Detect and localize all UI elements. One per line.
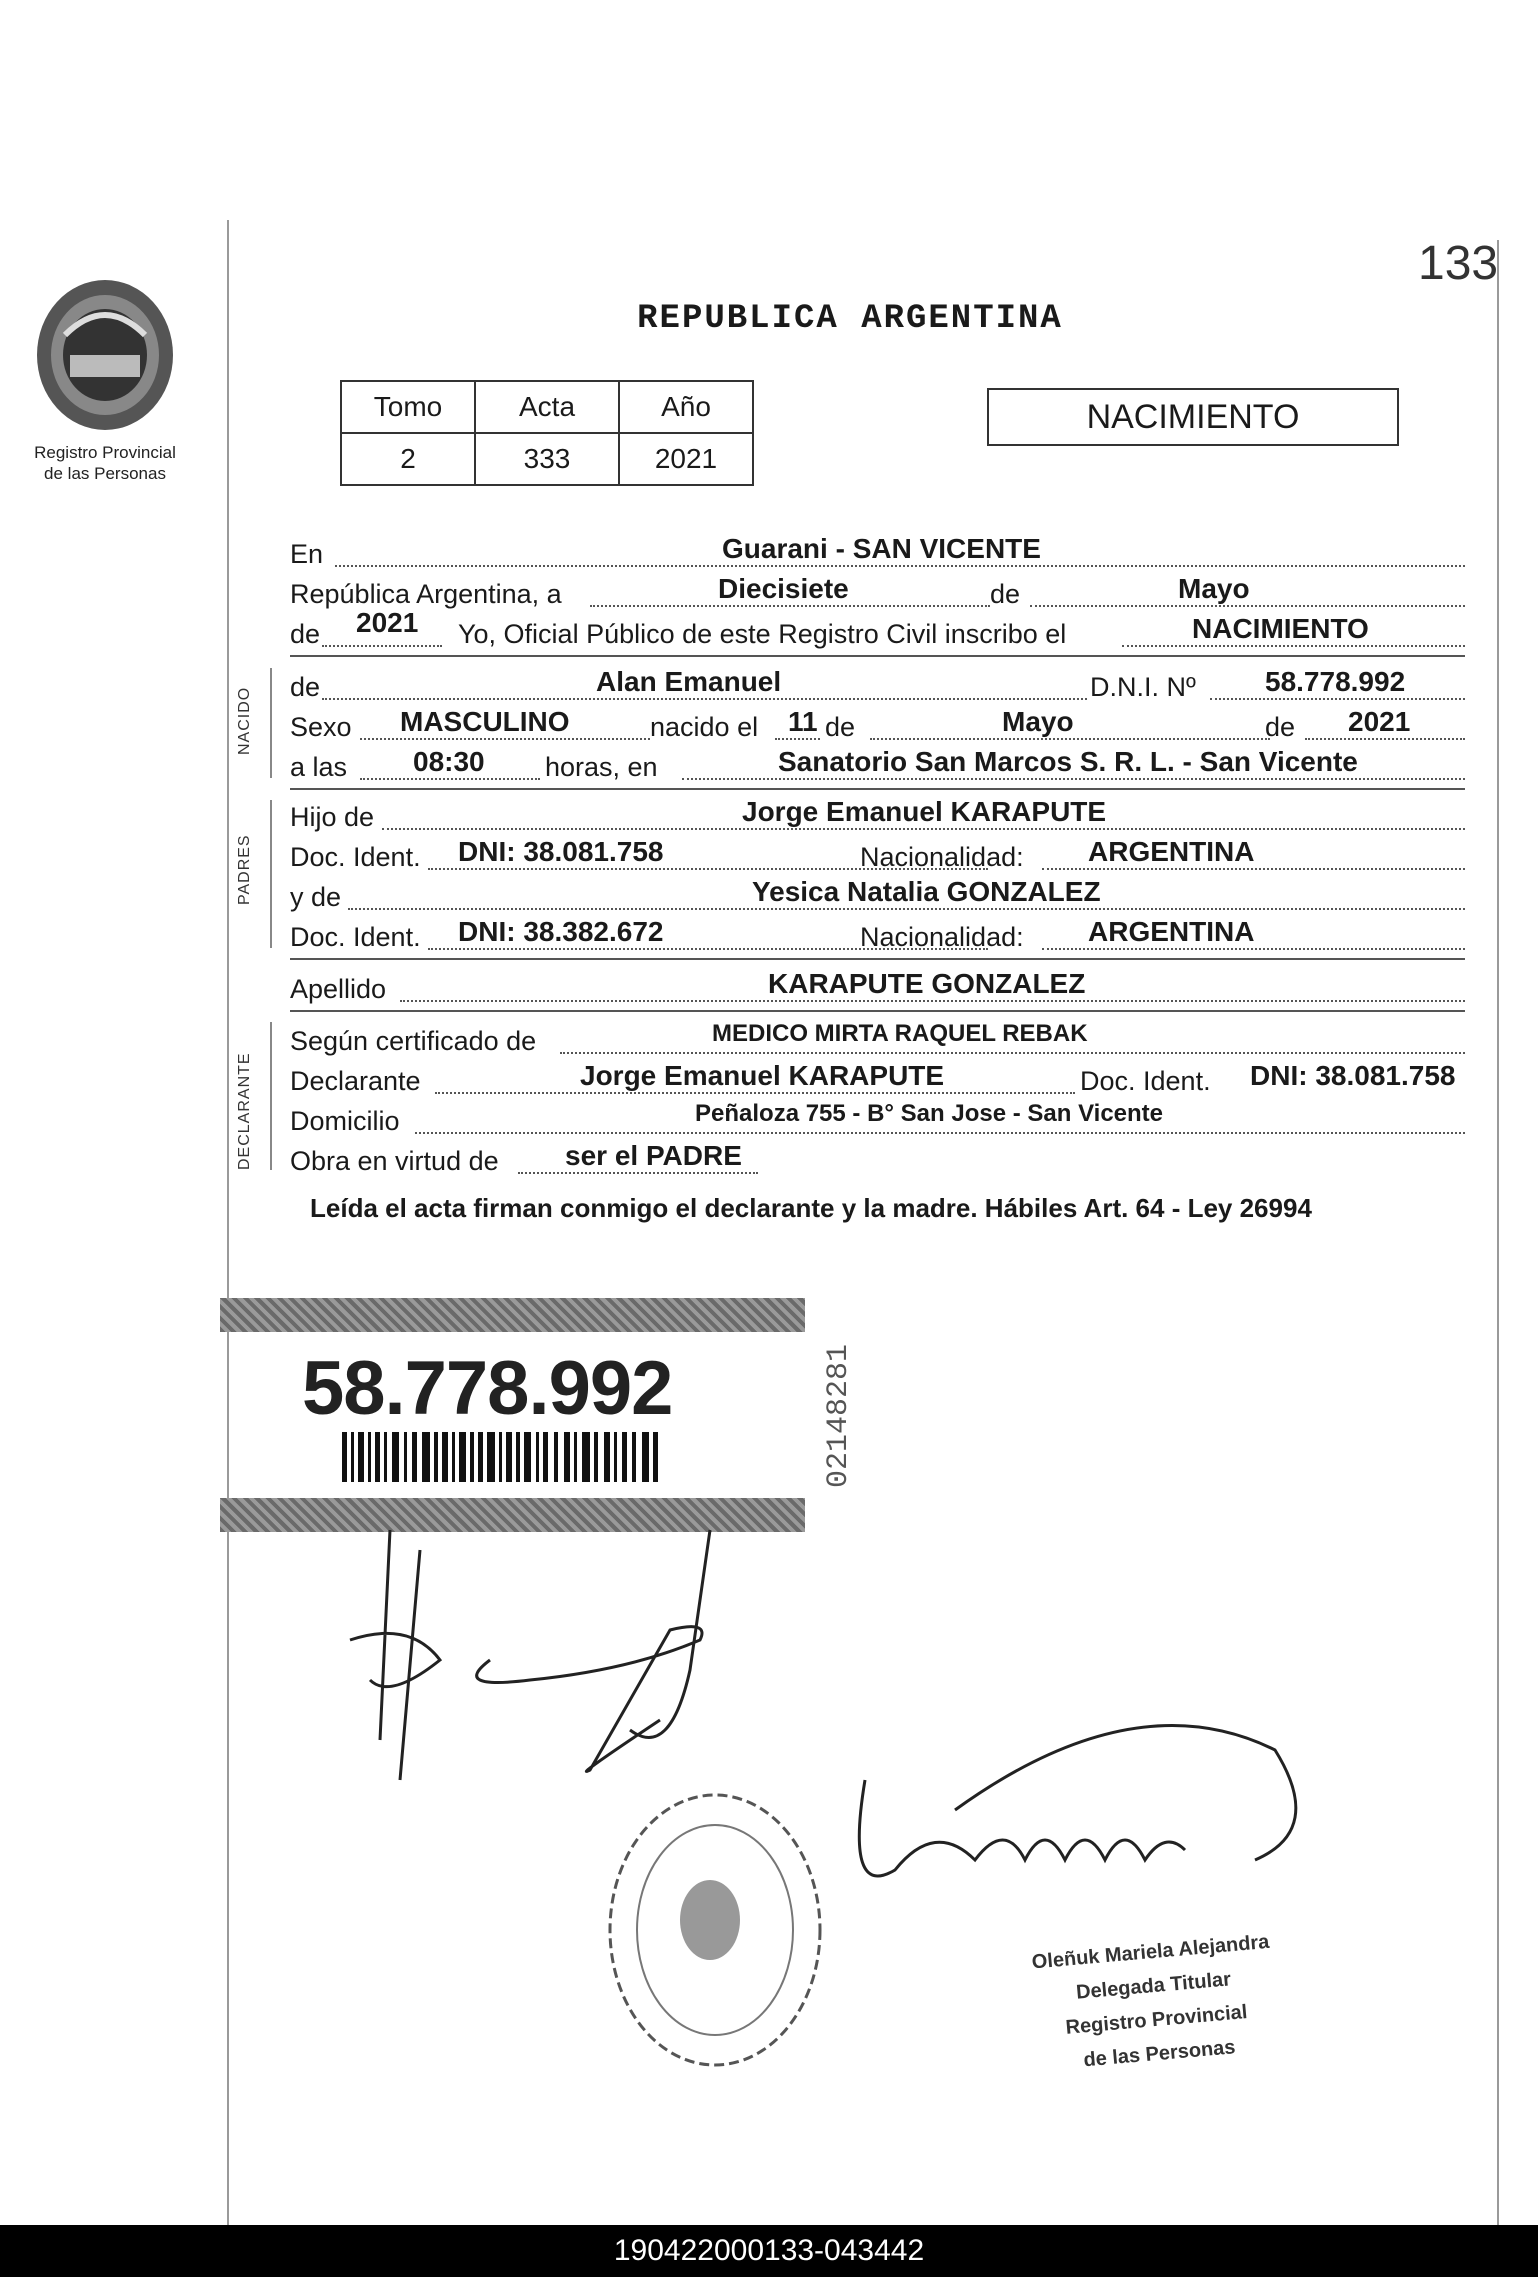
- official-signature: [835, 1700, 1335, 1960]
- value-nac1: ARGENTINA: [1088, 836, 1255, 867]
- label-nacido: nacido el: [650, 712, 759, 742]
- row-doc1: [290, 838, 1465, 874]
- value-doc2: DNI: 38.382.672: [458, 916, 664, 947]
- value-nac-month: Mayo: [1002, 706, 1074, 737]
- footer-code: 190422000133-043442: [0, 2225, 1538, 2277]
- value-doc3: DNI: 38.081.758: [1250, 1060, 1456, 1091]
- province-seal-logo: [30, 275, 180, 435]
- section-nacido: NACIDO: [236, 686, 253, 755]
- label-nac-de: de: [825, 712, 856, 742]
- official-stamp-text: Oleñuk Mariela Alejandra Delegada Titular Registro Provincial de las Personas: [1030, 1930, 1271, 2072]
- label-nombre: de: [290, 672, 321, 702]
- row-declarante: [290, 1062, 1465, 1098]
- sticker-serial: 02148281: [822, 1343, 856, 1488]
- row-hora: [290, 748, 1465, 784]
- row-sexo: [290, 708, 1465, 744]
- value-anio: 2021: [619, 433, 753, 485]
- closing-note: Leída el acta firman conmigo el declarante y la madre. Hábiles Art. 64 - Ley 26994: [310, 1193, 1312, 1223]
- label-declarante: Declarante: [290, 1066, 421, 1096]
- row-doc2: [290, 918, 1465, 954]
- label-domicilio: Domicilio: [290, 1106, 400, 1136]
- value-tomo: 2: [341, 433, 475, 485]
- value-cert: MEDICO MIRTA RAQUEL REBAK: [712, 1020, 1088, 1047]
- sticker-band-top: [220, 1298, 805, 1332]
- value-domicilio: Peñaloza 755 - B° San Jose - San Vicente: [695, 1100, 1164, 1127]
- row-madre: [290, 878, 1465, 914]
- label-apellido: Apellido: [290, 974, 387, 1004]
- section-padres: PADRES: [236, 834, 253, 905]
- logo-caption: Registro Provincial de las Personas: [34, 443, 176, 483]
- value-madre: Yesica Natalia GONZALEZ: [752, 876, 1101, 907]
- declarant-signature: [330, 1520, 750, 1820]
- header-acta: Acta: [475, 381, 619, 433]
- value-obra: ser el PADRE: [565, 1140, 742, 1171]
- sticker-dni-number: 58.778.992: [302, 1346, 673, 1431]
- label-doc1: Doc. Ident.: [290, 842, 421, 872]
- label-oficial: Yo, Oficial Público de este Registro Civil inscribo el: [458, 619, 1067, 649]
- value-padre: Jorge Emanuel KARAPUTE: [742, 796, 1107, 827]
- section-declarante: DECLARANTE: [236, 1052, 253, 1170]
- row-nombre: [290, 668, 1465, 704]
- label-doc2: Doc. Ident.: [290, 922, 421, 952]
- registry-table: [340, 380, 754, 486]
- value-acta: 333: [475, 433, 619, 485]
- value-apellido: KARAPUTE GONZALEZ: [768, 968, 1086, 999]
- row-padre: [290, 798, 1465, 834]
- left-margin-line: [227, 220, 229, 2230]
- header-anio: Año: [619, 381, 753, 433]
- label-dni: D.N.I. Nº: [1090, 672, 1196, 702]
- row-en: [290, 535, 1465, 571]
- label-nac1: Nacionalidad:: [860, 842, 1024, 872]
- label-obra: Obra en virtud de: [290, 1146, 499, 1176]
- value-nac-day: 11: [788, 706, 818, 737]
- value-en: Guarani - SAN VICENTE: [722, 533, 1041, 564]
- value-year: 2021: [356, 607, 419, 638]
- label-republica: República Argentina, a: [290, 579, 562, 609]
- row-obra: [290, 1142, 1465, 1178]
- label-doc3: Doc. Ident.: [1080, 1066, 1211, 1096]
- official-seal: [595, 1780, 835, 2080]
- barcode: [342, 1432, 662, 1482]
- label-de: de: [990, 579, 1021, 609]
- label-horas: horas, en: [545, 752, 658, 782]
- value-nac-year: 2021: [1348, 706, 1411, 737]
- value-nombre: Alan Emanuel: [596, 666, 782, 697]
- value-inscribo: NACIMIENTO: [1192, 613, 1369, 644]
- value-nac2: ARGENTINA: [1088, 916, 1255, 947]
- record-type-box: NACIMIENTO: [987, 388, 1399, 446]
- label-en: En: [290, 539, 324, 569]
- value-day: Diecisiete: [718, 573, 849, 604]
- value-hora: 08:30: [413, 746, 485, 777]
- row-apellido: [290, 970, 1465, 1006]
- value-month: Mayo: [1178, 573, 1250, 604]
- header-tomo: Tomo: [341, 381, 475, 433]
- label-nac2: Nacionalidad:: [860, 922, 1024, 952]
- value-declarante: Jorge Emanuel KARAPUTE: [580, 1060, 945, 1091]
- page-number: 133: [1418, 237, 1499, 290]
- row-year: [290, 607, 1465, 651]
- label-cert: Según certificado de: [290, 1026, 537, 1056]
- document-title: REPUBLICA ARGENTINA: [637, 300, 1063, 338]
- label-hijo: Hijo de: [290, 802, 375, 832]
- value-sexo: MASCULINO: [400, 706, 570, 737]
- row-domicilio: [290, 1102, 1465, 1138]
- right-margin-line: [1497, 240, 1499, 2240]
- row-fecha: [290, 575, 1465, 611]
- label-yde: y de: [290, 882, 342, 912]
- label-sexo: Sexo: [290, 712, 352, 742]
- value-doc1: DNI: 38.081.758: [458, 836, 664, 867]
- row-cert: [290, 1022, 1465, 1058]
- label-nac-de2: de: [1265, 712, 1296, 742]
- value-dni: 58.778.992: [1265, 666, 1406, 697]
- label-alas: a las: [290, 752, 348, 782]
- value-lugar: Sanatorio San Marcos S. R. L. - San Vicente: [778, 746, 1358, 777]
- label-de2: de: [290, 619, 321, 649]
